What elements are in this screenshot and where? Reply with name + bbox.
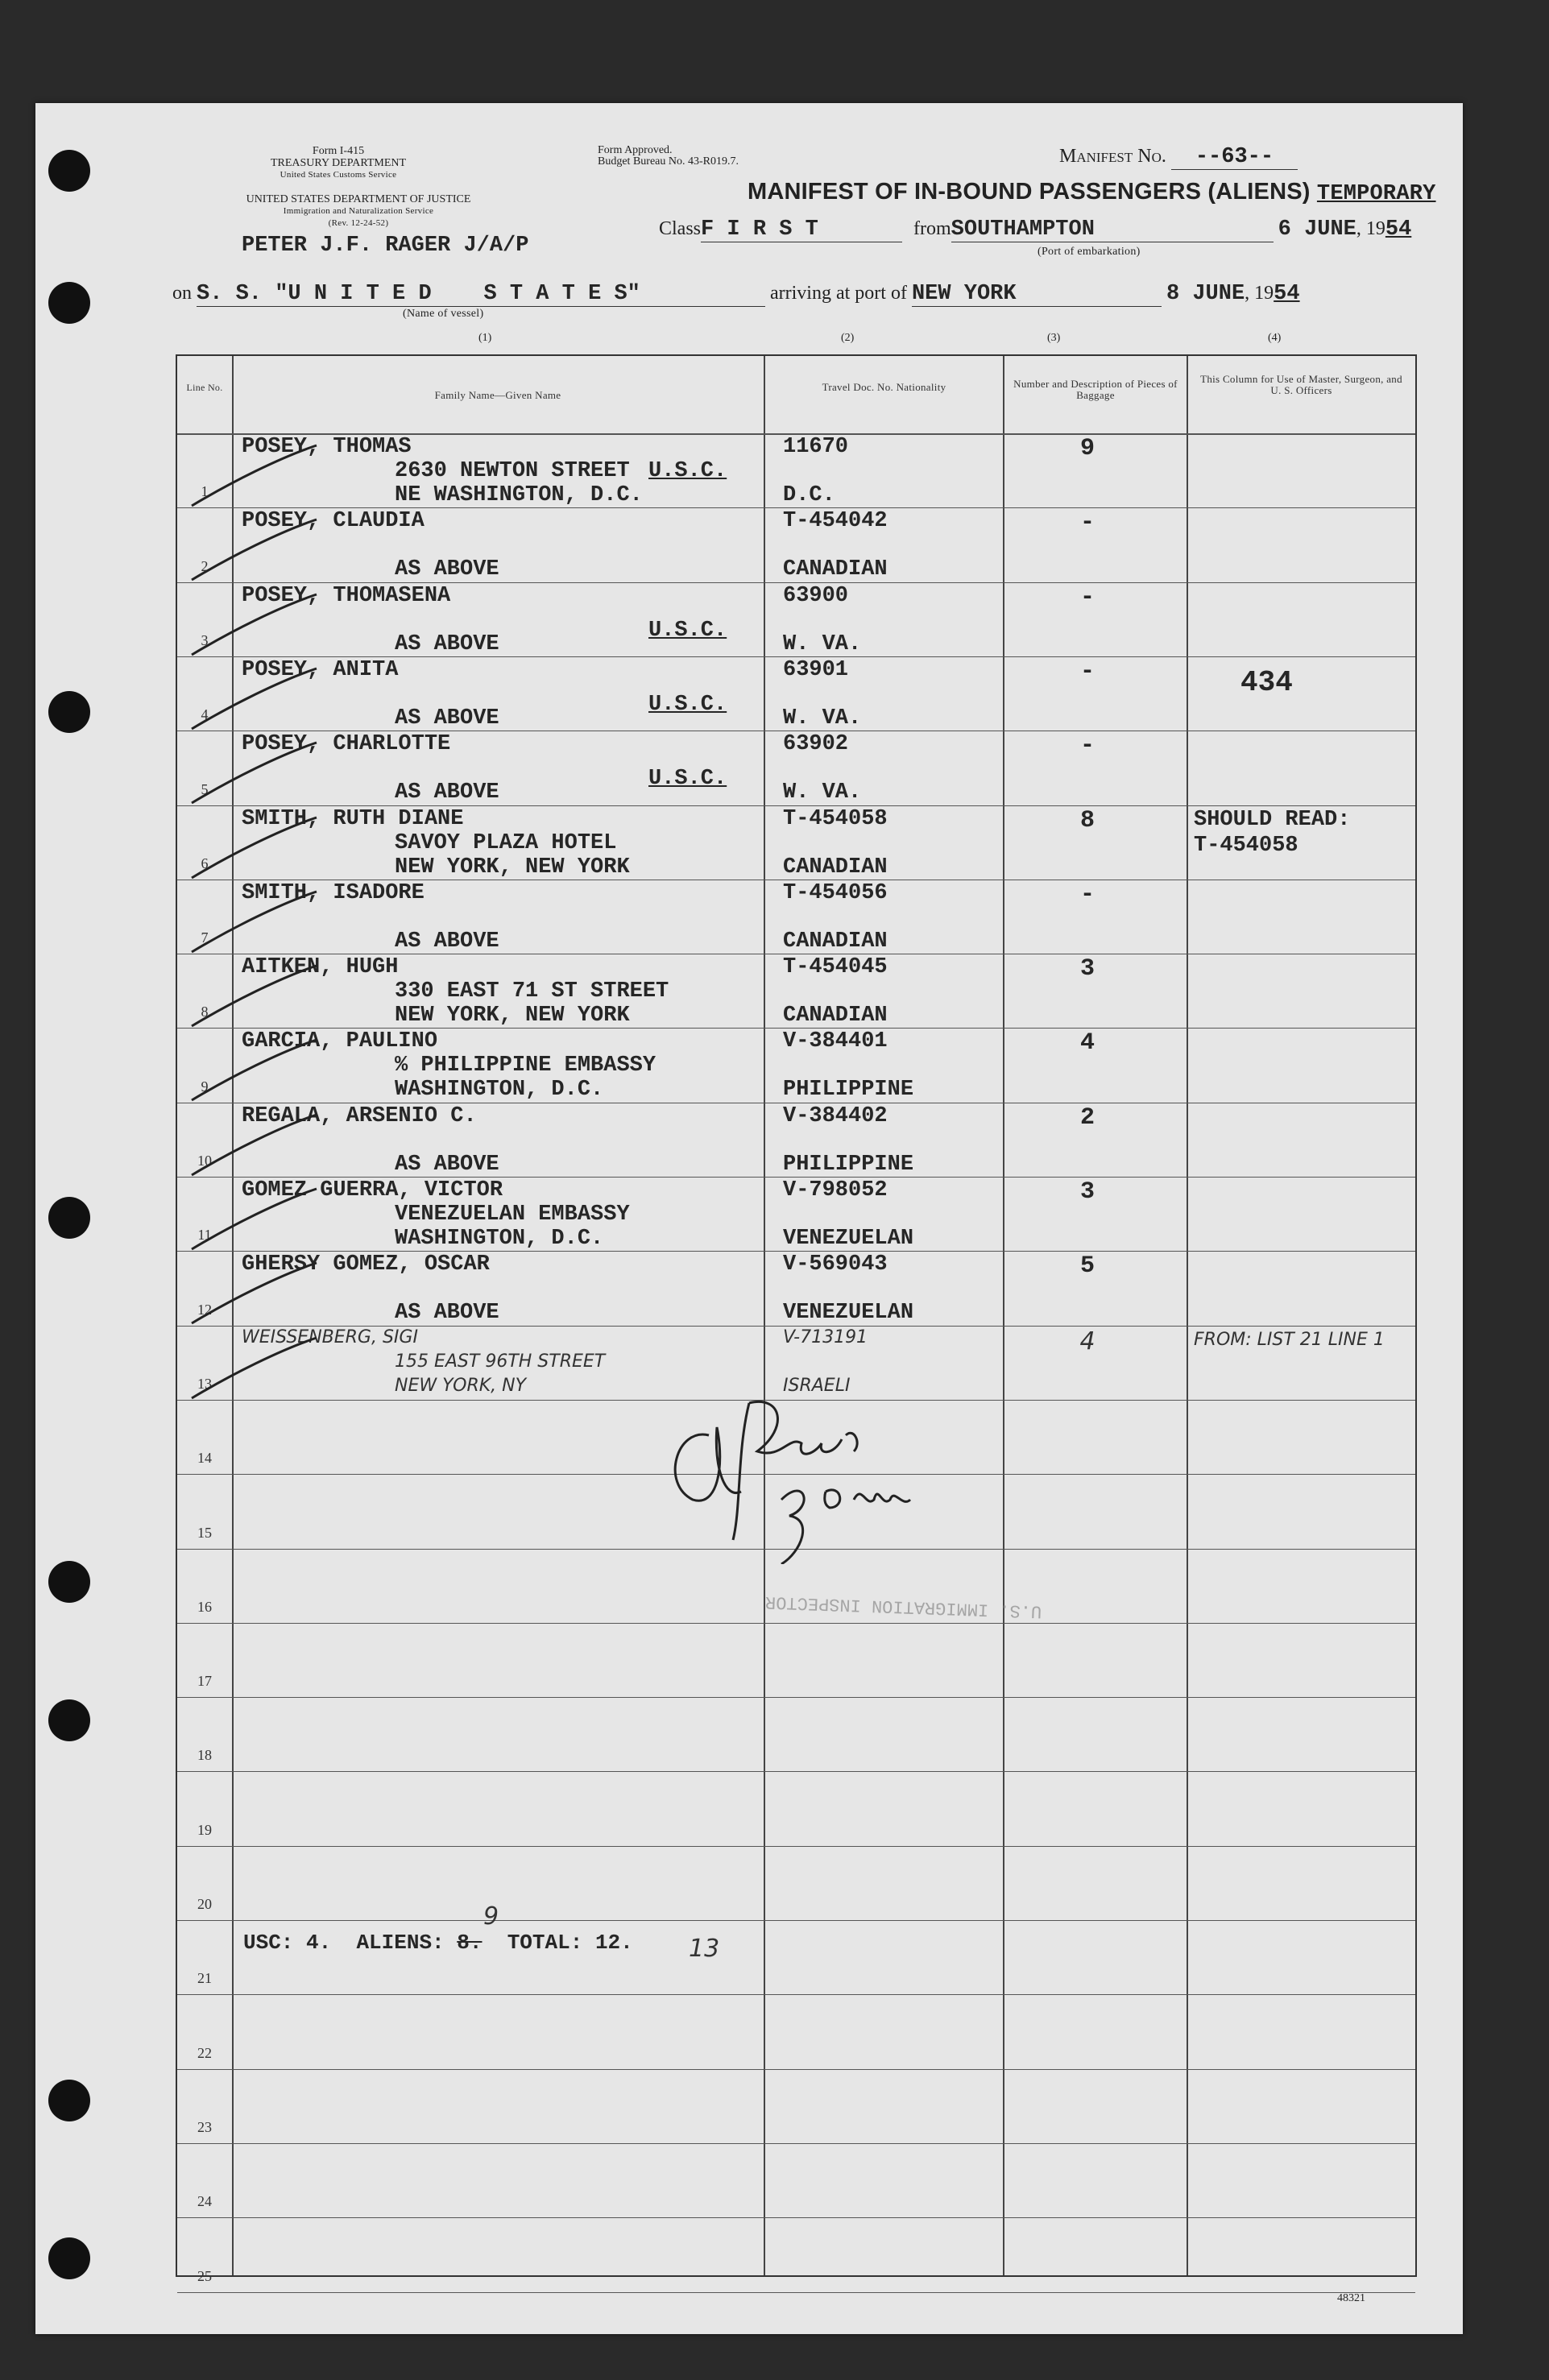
line-number: 10 [197, 1153, 212, 1169]
row-rule [177, 1028, 1415, 1029]
row-rule [177, 582, 1415, 583]
vessel-row: on S. S. "U N I T E D S T A T E S" arriving at port of NEW YORK 8 JUNE, 1954 [172, 282, 1300, 306]
baggage-count: 8 [1079, 806, 1095, 834]
aliens-total: 8. [457, 1931, 483, 1955]
justice-block [173, 193, 544, 230]
treasury-dept: TREASURY DEPARTMENT [270, 157, 407, 169]
line-number: 23 [197, 2118, 212, 2135]
passenger-address-2: AS ABOVE [395, 780, 499, 805]
row-rule [177, 1846, 1415, 1847]
punch-hole [48, 1561, 90, 1603]
nationality: CANADIAN [783, 1004, 888, 1029]
nationality: PHILIPPINE [783, 1152, 914, 1177]
line-number: 13 [197, 1375, 212, 1392]
class-row: ClassF I R S T fromSOUTHAMPTON 6 JUNE, 1954 [659, 217, 1412, 242]
passenger-name: SMITH, RUTH DIANE [242, 806, 464, 831]
baggage-count: - [1079, 509, 1095, 537]
baggage-count: 4 [1079, 1029, 1095, 1058]
line-number: 8 [201, 1004, 209, 1020]
baggage-count: - [1079, 583, 1095, 611]
check-mark [184, 1111, 321, 1183]
nationality: CANADIAN [783, 557, 888, 582]
passenger-name: GARCIA, PAULINO [242, 1029, 438, 1054]
check-mark [184, 664, 321, 737]
citizen-mark: U.S.C. [648, 767, 727, 792]
passenger-address-2: AS ABOVE [395, 557, 499, 582]
line-number: 16 [197, 1598, 212, 1615]
row-rule [177, 805, 1415, 806]
row-rule [177, 1994, 1415, 1995]
passenger-address-2: NEW YORK, NEW YORK [395, 855, 630, 880]
passenger-address-1: 2630 NEWTON STREET [395, 459, 630, 483]
line-number: 25 [197, 2267, 212, 2284]
passenger-name: AITKEN, HUGH [242, 955, 399, 980]
row-rule [177, 507, 1415, 508]
travel-doc-number: V-569043 [783, 1252, 888, 1277]
row-rule [177, 1177, 1415, 1178]
citizen-mark: U.S.C. [648, 692, 727, 717]
travel-doc-number: T-454042 [783, 509, 888, 534]
col-num-1: (1) [478, 332, 492, 344]
passenger-address-2: AS ABOVE [395, 1152, 499, 1177]
travel-doc-number: V-384401 [783, 1029, 888, 1054]
passenger-name: WEISSENBERG, SIGI [242, 1327, 418, 1347]
punch-hole [48, 1699, 90, 1741]
justice-dept: UNITED STATES DEPARTMENT OF JUSTICE [246, 193, 471, 205]
manifest-title-row [748, 179, 1436, 206]
passenger-name: SMITH, ISADORE [242, 880, 425, 905]
vessel-name: S. S. "U N I T E D S T A T E S" [197, 282, 765, 307]
travel-doc-number: V-713191 [783, 1327, 868, 1347]
row-rule [177, 1920, 1415, 1921]
header-line-no: Line No. [186, 382, 223, 393]
line-number: 2 [201, 557, 209, 574]
nationality: CANADIAN [783, 929, 888, 954]
arrival-date: 8 JUNE [1166, 282, 1245, 306]
manifest-title: MANIFEST OF IN-BOUND PASSENGERS (ALIENS) [748, 179, 1311, 205]
travel-doc-number: T-454058 [783, 806, 888, 831]
baggage-count: - [1079, 732, 1095, 760]
passenger-address-2: AS ABOVE [395, 1301, 499, 1326]
passenger-address-2: AS ABOVE [395, 706, 499, 731]
row-rule [177, 1697, 1415, 1698]
line-number: 17 [197, 1673, 212, 1690]
passenger-address-2: WASHINGTON, D.C. [395, 1078, 604, 1103]
row-rule [177, 1251, 1415, 1252]
punch-hole [48, 282, 90, 324]
line-number: 9 [201, 1078, 209, 1095]
nationality: ISRAELI [783, 1375, 851, 1396]
baggage-count: - [1079, 880, 1095, 909]
totals-line: USC: 4. ALIENS: 8. TOTAL: 12. [243, 1931, 633, 1955]
line-number: 11 [197, 1227, 212, 1244]
row-rule [177, 1326, 1415, 1327]
passenger-address-2: AS ABOVE [395, 631, 499, 656]
check-mark [184, 1259, 321, 1331]
column-divider [1187, 356, 1188, 2275]
header-baggage: Number and Description of Pieces of Baggage [1013, 378, 1178, 401]
check-mark [184, 1036, 321, 1108]
travel-doc-number: T-454056 [783, 880, 888, 905]
column-divider [764, 356, 765, 2275]
passenger-name: POSEY, CLAUDIA [242, 509, 425, 534]
check-mark [184, 813, 321, 886]
passenger-name: GOMEZ GUERRA, VICTOR [242, 1178, 503, 1202]
row-rule [177, 656, 1415, 657]
travel-doc-number: V-384402 [783, 1103, 888, 1128]
check-mark [184, 962, 321, 1034]
form-approved: Form Approved. [598, 144, 673, 156]
officer-note: 434 [1240, 665, 1293, 699]
baggage-count: 3 [1079, 955, 1095, 983]
depart-date: 6 JUNE [1278, 217, 1356, 242]
manifest-number: --63-- [1171, 145, 1298, 170]
officer-note: FROM: LIST 21 LINE 1 [1194, 1329, 1385, 1350]
passenger-address-1: SAVOY PLAZA HOTEL [395, 830, 617, 855]
embark-port: SOUTHAMPTON [951, 217, 1274, 242]
revision: (Rev. 12-24-52) [328, 218, 389, 228]
travel-doc-number: 63900 [783, 583, 849, 608]
punch-hole [48, 691, 90, 733]
check-mark [184, 441, 321, 514]
customs-service: United States Customs Service [280, 170, 397, 180]
nationality: W. VA. [783, 780, 862, 805]
grand-total: 12. [594, 1931, 633, 1955]
check-mark [184, 1185, 321, 1257]
port-embark-caption: (Port of embarkation) [1037, 246, 1141, 258]
line-number: 4 [201, 706, 209, 723]
row-rule [177, 2217, 1415, 2218]
total-corrected: 13 [689, 1935, 720, 1963]
passenger-address-1: 330 EAST 71 ST STREET [395, 979, 669, 1004]
nationality: D.C. [783, 483, 835, 507]
form-number: Form I-415 [312, 145, 365, 157]
arrival-year: 54 [1274, 282, 1300, 306]
col-num-2: (2) [841, 332, 855, 344]
check-mark [184, 590, 321, 663]
nationality: CANADIAN [783, 855, 888, 880]
budget-bureau: Budget Bureau No. 43-R019.7. [598, 155, 739, 168]
header-name: Family Name—Given Name [434, 389, 561, 401]
row-rule [177, 2069, 1415, 2070]
row-rule [177, 1623, 1415, 1624]
citizen-mark: U.S.C. [648, 618, 727, 643]
line-number: 19 [197, 1821, 212, 1838]
nationality: W. VA. [783, 706, 862, 731]
passenger-address-2: WASHINGTON, D.C. [395, 1227, 604, 1251]
officer-note: SHOULD READ: T-454058 [1194, 807, 1351, 858]
line-number: 14 [197, 1450, 212, 1467]
passenger-name: POSEY, THOMASENA [242, 583, 451, 608]
inspector-signature [661, 1379, 926, 1564]
agent-name: PETER J.F. RAGER J/A/P [242, 234, 529, 258]
check-mark [184, 739, 321, 811]
baggage-count: 5 [1079, 1252, 1095, 1281]
passenger-address-2: NEW YORK, NEW YORK [395, 1004, 630, 1029]
header-doc: Travel Doc. No. Nationality [822, 381, 946, 393]
row-rule [177, 2292, 1415, 2293]
line-number: 1 [201, 483, 209, 500]
row-rule [177, 2143, 1415, 2144]
footer-code: 48321 [1337, 2292, 1365, 2304]
nationality: PHILIPPINE [783, 1078, 914, 1103]
line-number: 21 [197, 1970, 212, 1987]
baggage-count: 3 [1079, 1178, 1095, 1206]
vessel-caption: (Name of vessel) [403, 308, 484, 320]
line-number: 6 [201, 855, 209, 871]
class-value: F I R S T [701, 217, 902, 242]
passenger-name: GHERSY GOMEZ, OSCAR [242, 1252, 490, 1277]
manifest-number-label: Manifest No. --63-- [1059, 145, 1298, 169]
manifest-table [176, 354, 1417, 2284]
passenger-address-1: VENEZUELAN EMBASSY [395, 1202, 630, 1227]
passenger-name: POSEY, THOMAS [242, 435, 412, 459]
nationality: W. VA. [783, 631, 862, 656]
depart-year: 54 [1385, 217, 1412, 242]
travel-doc-number: 11670 [783, 435, 849, 459]
citizen-mark: U.S.C. [648, 459, 727, 483]
arrival-port: NEW YORK [912, 282, 1162, 307]
check-mark [184, 1334, 321, 1406]
usc-total: USC: 4. [243, 1931, 332, 1955]
passenger-address-2: AS ABOVE [395, 929, 499, 954]
travel-doc-number: T-454045 [783, 955, 888, 980]
passenger-name: POSEY, ANITA [242, 657, 399, 682]
line-number: 5 [201, 780, 209, 797]
check-mark [184, 515, 321, 588]
passenger-address-2: NEW YORK, NY [395, 1375, 527, 1396]
travel-doc-number: 63902 [783, 732, 849, 757]
passenger-address-1: % PHILIPPINE EMBASSY [395, 1053, 656, 1078]
approval-block [598, 145, 739, 168]
ins-service: Immigration and Naturalization Service [283, 206, 434, 216]
baggage-count: - [1079, 657, 1095, 685]
nationality: VENEZUELAN [783, 1227, 914, 1251]
inspector-stamp: U.S. IMMIGRATION INSPECTOR [764, 1591, 1042, 1621]
check-mark [184, 888, 321, 960]
line-number: 15 [197, 1524, 212, 1541]
travel-doc-number: V-798052 [783, 1178, 888, 1202]
line-number: 18 [197, 1747, 212, 1764]
row-rule [177, 1771, 1415, 1772]
aliens-corrected: 9 [483, 1902, 499, 1931]
nationality: VENEZUELAN [783, 1301, 914, 1326]
line-number: 3 [201, 631, 209, 648]
punch-hole [48, 1197, 90, 1239]
form-number-block [242, 145, 435, 181]
travel-doc-number: 63901 [783, 657, 849, 682]
passenger-address-2: NE WASHINGTON, D.C. [395, 483, 643, 507]
punch-hole [48, 150, 90, 192]
column-divider [1003, 356, 1004, 2275]
line-number: 22 [197, 2044, 212, 2061]
header-officers: This Column for Use of Master, Surgeon, and U. S. Officers [1200, 373, 1402, 396]
line-number: 12 [197, 1301, 212, 1318]
line-number: 20 [197, 1896, 212, 1912]
passenger-name: POSEY, CHARLOTTE [242, 732, 451, 757]
baggage-count: 4 [1079, 1327, 1095, 1356]
col-num-3: (3) [1047, 332, 1061, 344]
punch-hole [48, 2080, 90, 2121]
baggage-count: 2 [1079, 1103, 1095, 1132]
punch-hole [48, 2237, 90, 2279]
baggage-count: 9 [1079, 435, 1095, 462]
passenger-address-1: 155 EAST 96TH STREET [395, 1351, 606, 1372]
line-number: 7 [201, 929, 209, 946]
col-num-4: (4) [1268, 332, 1282, 344]
temporary-mark: TEMPORARY [1316, 182, 1436, 206]
line-number: 24 [197, 2193, 212, 2210]
passenger-name: REGALA, ARSENIO C. [242, 1103, 477, 1128]
